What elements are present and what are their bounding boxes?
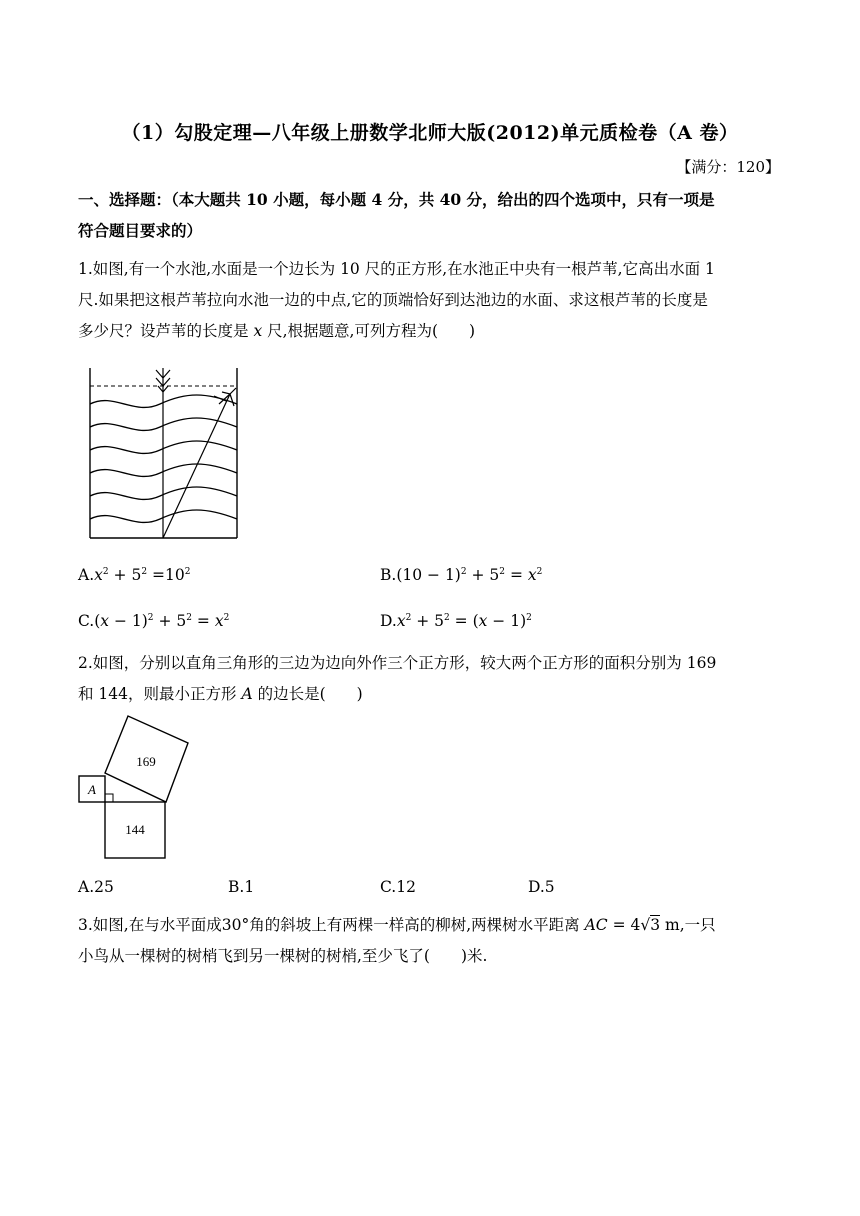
unit-m: m [660, 916, 680, 934]
question-1-text [78, 254, 786, 347]
question-3-line-1-c: ,一只 [679, 916, 716, 934]
square-169-label: 169 [136, 754, 156, 769]
question-3-line-1-b: 角的斜坡上有两棵一样高的柳树,两棵树水平距离 [249, 916, 580, 934]
variable-a: A [241, 685, 253, 703]
variable-x: x [253, 322, 263, 340]
full-score-label: 【满分：120】 [676, 158, 780, 176]
question-1-line-2: 尺.如果把这根芦苇拉向水池一边的中点,它的顶端恰好到达池边的水面、求这根芦苇的长度是 [78, 291, 708, 309]
page-title: （1）勾股定理—八年级上册数学北师大版(2012)单元质检卷（A 卷） [121, 122, 739, 144]
q1-option-b[interactable] [380, 566, 542, 584]
question-3-line-1 [78, 910, 786, 941]
q1-option-c[interactable] [78, 612, 229, 630]
squares-figure [76, 714, 196, 864]
square-a-label: A [88, 782, 96, 797]
q2-option-b[interactable]: B.1 [228, 878, 255, 896]
sqrt-radicand: 3 [650, 916, 661, 934]
question-3-text [78, 910, 786, 972]
question-2-line-2-b: 的边长是( ) [252, 685, 363, 703]
sqrt-sign: √ [640, 916, 651, 934]
section-heading-line-2: 符合题目要求的） [78, 221, 203, 240]
q1-option-a-formula: $x^2 + 5^2 =10^2$ [94, 566, 191, 584]
q1-option-d[interactable] [380, 612, 532, 630]
q1-option-c-label: C. [78, 612, 95, 630]
question-2-line-2-a: 和 144，则最小正方形 [78, 685, 242, 703]
q1-option-a-label: A. [78, 566, 95, 584]
question-1-line-3-b: 尺,根据题意,可列方程为( ) [262, 322, 476, 340]
equals-four: = 4 [607, 916, 641, 934]
segment-ac: AC [584, 916, 608, 934]
question-2-line-1: 2.如图，分别以直角三角形的三边为边向外作三个正方形，较大两个正方形的面积分别为 169 [78, 654, 717, 672]
q1-option-b-formula: $(10 - 1)^2 + 5^2 = x^2$ [396, 566, 543, 584]
square-144-label: 144 [125, 822, 145, 837]
q1-option-a[interactable] [78, 566, 190, 584]
question-3-line-2: 小鸟从一棵树的树梢飞到另一棵树的树梢,至少飞了( )米. [78, 947, 488, 965]
q2-option-d[interactable]: D.5 [528, 878, 555, 896]
question-1-line-3-a: 多少尺？设芦苇的长度是 [78, 322, 254, 340]
section-heading [78, 184, 786, 246]
section-heading-line-1: 一、选择题：（本大题共 10 小题，每小题 4 分，共 40 分，给出的四个选项中，只有一项是 [78, 190, 715, 209]
q1-option-b-label: B. [380, 566, 397, 584]
q1-option-d-formula: $x^2 + 5^2 = (x - 1)^2$ [396, 612, 532, 630]
angle-30: 30° [221, 916, 250, 934]
q2-option-c[interactable]: C.12 [380, 878, 416, 896]
question-3-line-1-a: 3.如图,在与水平面成 [78, 916, 222, 934]
question-1-line-3 [78, 316, 786, 347]
q1-option-d-label: D. [380, 612, 397, 630]
question-2-line-2 [78, 679, 786, 710]
q2-option-a[interactable]: A.25 [78, 878, 114, 896]
question-2-text [78, 648, 786, 710]
pond-reed-figure [84, 364, 244, 542]
question-1-line-1: 1.如图,有一个水池,水面是一个边长为 10 尺的正方形,在水池正中央有一根芦苇,它高出水面 1 [78, 260, 715, 278]
q1-option-c-formula: $(x - 1)^2 + 5^2 = x^2$ [94, 612, 230, 630]
